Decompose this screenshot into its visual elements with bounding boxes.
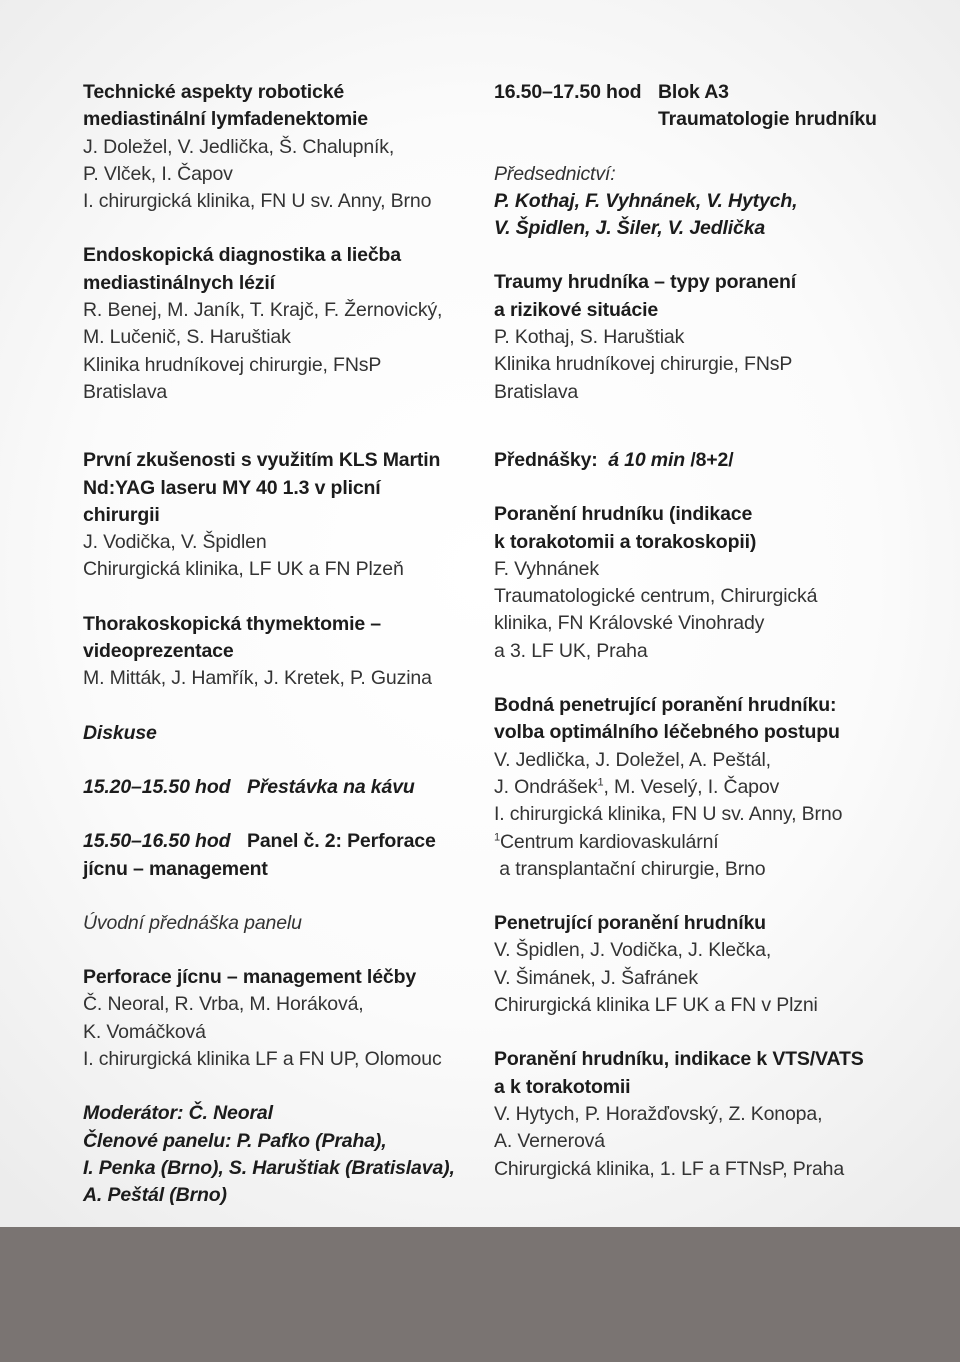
talk-chest-trauma-types xyxy=(494,269,894,405)
affiliation-marker: 1 xyxy=(597,776,604,789)
spacer xyxy=(83,747,478,774)
chairs xyxy=(494,161,894,243)
spacer xyxy=(494,1019,894,1046)
spacer xyxy=(494,665,894,692)
right-column xyxy=(494,79,894,1183)
talk-authors: V. Špidlen, J. Vodička, J. Klečka, xyxy=(494,939,772,962)
talk-authors xyxy=(494,774,894,801)
spacer xyxy=(494,474,894,501)
panel-moderators xyxy=(83,1100,478,1209)
talk-thymectomy xyxy=(83,611,478,693)
panel-members-line: Členové panelu: P. Pafko (Praha), xyxy=(83,1129,387,1152)
talk-title: a k torakotomii xyxy=(494,1075,631,1098)
talk-affiliation: Chirurgická klinika, 1. LF a FTNsP, Praha xyxy=(494,1157,845,1180)
talk-penetrating-injury xyxy=(494,910,894,1019)
talk-stab-wounds xyxy=(494,692,894,883)
panel-time: 15.50–16.50 hod xyxy=(83,830,231,853)
talk-authors: J. Vodička, V. Špidlen xyxy=(83,531,267,554)
spacer xyxy=(83,1073,478,1100)
talk-affiliation: Chirurgická klinika LF UK a FN v Plzni xyxy=(494,994,818,1017)
block-label: Blok A3 xyxy=(658,81,729,103)
talk-title: mediastinálnych lézií xyxy=(83,271,275,294)
talk-vats-indications xyxy=(494,1046,894,1182)
spacer xyxy=(83,215,478,242)
talk-title: Technické aspekty robotické xyxy=(83,81,345,103)
talk-title: Traumy hrudníka – typy poranení xyxy=(494,271,797,294)
spacer xyxy=(83,883,478,910)
chair-names: P. Kothaj, F. Vyhnánek, V. Hytych, xyxy=(494,189,798,212)
block-time: 16.50–17.50 hod xyxy=(494,81,642,103)
break-label: Přestávka na kávu xyxy=(247,775,415,798)
talk-title: mediastinální lymfadenektomie xyxy=(83,108,368,131)
spacer xyxy=(83,937,478,964)
talk-robotic-lymphadenectomy xyxy=(83,79,478,215)
talk-title: Bodná penetrující poranění hrudníku: xyxy=(494,694,837,717)
panel-intro: Úvodní přednáška panelu xyxy=(83,911,302,934)
talk-authors: P. Vlček, I. Čapov xyxy=(83,162,233,185)
talk-affiliation: a transplantační chirurgie, Brno xyxy=(494,857,766,880)
talk-title: Thorakoskopická thymektomie – xyxy=(83,612,382,635)
talk-authors: V. Jedlička, J. Doležel, A. Peštál, xyxy=(494,748,771,771)
talk-authors: V. Hytych, P. Horažďovský, Z. Konopa, xyxy=(494,1102,823,1125)
talk-affiliation xyxy=(494,829,894,856)
spacer xyxy=(83,693,478,720)
block-subtitle: Traumatologie hrudníku xyxy=(658,108,877,131)
talk-affiliation: a 3. LF UK, Praha xyxy=(494,639,648,662)
talk-title: chirurgii xyxy=(83,503,160,526)
talk-authors: F. Vyhnánek xyxy=(494,557,599,580)
talk-title: volba optimálního léčebného postupu xyxy=(494,721,840,744)
panel-header xyxy=(83,828,478,883)
spacer xyxy=(494,242,894,269)
talk-authors: M. Lučenič, S. Haruštiak xyxy=(83,326,291,349)
spacer xyxy=(83,406,478,447)
spacer xyxy=(83,584,478,611)
break-time: 15.20–15.50 hod xyxy=(83,775,231,798)
footer-bar xyxy=(0,1227,960,1362)
talk-authors: K. Vomáčková xyxy=(83,1020,206,1043)
author-names: , M. Veselý, I. Čapov xyxy=(603,775,780,798)
chair-names: V. Špidlen, J. Šiler, V. Jedlička xyxy=(494,217,766,240)
panel-label: Panel č. 2: Perforace xyxy=(247,830,436,853)
talk-authors: J. Doležel, V. Jedlička, Š. Chalupník, xyxy=(83,135,395,158)
talk-affiliation: Klinika hrudníkovej chirurgie, FNsP xyxy=(494,353,793,376)
left-column xyxy=(83,79,478,1210)
talk-title: Penetrující poranění hrudníku xyxy=(494,912,766,935)
block-header-line xyxy=(494,79,894,106)
talk-title: První zkušenosti s využitím KLS Martin xyxy=(83,449,441,472)
discussion-label: Diskuse xyxy=(83,721,157,744)
spacer xyxy=(494,134,894,161)
lectures-split: /8+2/ xyxy=(690,448,734,471)
coffee-break xyxy=(83,774,478,801)
talk-authors: A. Vernerová xyxy=(494,1130,605,1153)
talk-affiliation: I. chirurgická klinika, FN U sv. Anny, Brno xyxy=(494,803,843,826)
talk-affiliation: klinika, FN Královské Vinohrady xyxy=(494,612,765,635)
talk-authors: V. Šimánek, J. Šafránek xyxy=(494,966,698,989)
lectures-note xyxy=(494,447,894,474)
block-subtitle-line xyxy=(494,106,894,133)
spacer xyxy=(494,883,894,910)
talk-title: Nd:YAG laseru MY 40 1.3 v plicní xyxy=(83,476,381,499)
talk-title: Endoskopická diagnostika a liečba xyxy=(83,244,401,267)
spacer xyxy=(494,406,894,447)
panel-members-line: A. Peštál (Brno) xyxy=(83,1184,227,1207)
talk-affiliation: Bratislava xyxy=(83,380,168,403)
talk-affiliation: I. chirurgická klinika LF a FN UP, Olomouc xyxy=(83,1048,442,1071)
chair-label: Předsednictví: xyxy=(494,162,616,185)
talk-authors: M. Mitták, J. Hamřík, J. Kretek, P. Guzina xyxy=(83,667,432,690)
spacer xyxy=(83,801,478,828)
panel-header-line xyxy=(83,828,478,855)
affiliation-marker: 1 xyxy=(494,831,500,844)
talk-authors: P. Kothaj, S. Haruštiak xyxy=(494,326,685,349)
talk-endoscopic-diagnostics xyxy=(83,242,478,406)
talk-title: a rizikové situácie xyxy=(494,298,659,321)
moderator-line: Moderátor: Č. Neoral xyxy=(83,1102,273,1125)
talk-title: Poranění hrudníku, indikace k VTS/VATS xyxy=(494,1048,864,1071)
affiliation-name: Centrum kardiovaskulární xyxy=(499,830,719,853)
lectures-duration: á 10 min xyxy=(608,448,686,471)
talk-authors: Č. Neoral, R. Vrba, M. Horáková, xyxy=(83,993,364,1016)
talk-authors: R. Benej, M. Janík, T. Krajč, F. Žernovický, xyxy=(83,299,443,322)
talk-chest-injury-indications xyxy=(494,501,894,665)
talk-esophageal-perforation xyxy=(83,964,478,1073)
talk-title: videoprezentace xyxy=(83,640,234,663)
talk-affiliation: Bratislava xyxy=(494,380,579,403)
panel-members-line: I. Penka (Brno), S. Haruštiak (Bratislava), xyxy=(83,1156,455,1179)
talk-affiliation: Traumatologické centrum, Chirurgická xyxy=(494,585,818,608)
talk-affiliation: Chirurgická klinika, LF UK a FN Plzeň xyxy=(83,558,404,581)
author-name: J. Ondrášek xyxy=(494,775,598,798)
lectures-label: Přednášky: xyxy=(494,448,598,471)
talk-affiliation: I. chirurgická klinika, FN U sv. Anny, Brno xyxy=(83,190,432,213)
block-header xyxy=(494,79,894,134)
talk-title: Perforace jícnu – management léčby xyxy=(83,966,417,989)
talk-title: Poranění hrudníku (indikace xyxy=(494,503,753,526)
talk-title: k torakotomii a torakoskopii) xyxy=(494,530,757,553)
talk-laser-surgery xyxy=(83,447,478,583)
panel-label-continued: jícnu – management xyxy=(83,857,268,880)
talk-affiliation: Klinika hrudníkovej chirurgie, FNsP xyxy=(83,353,382,376)
